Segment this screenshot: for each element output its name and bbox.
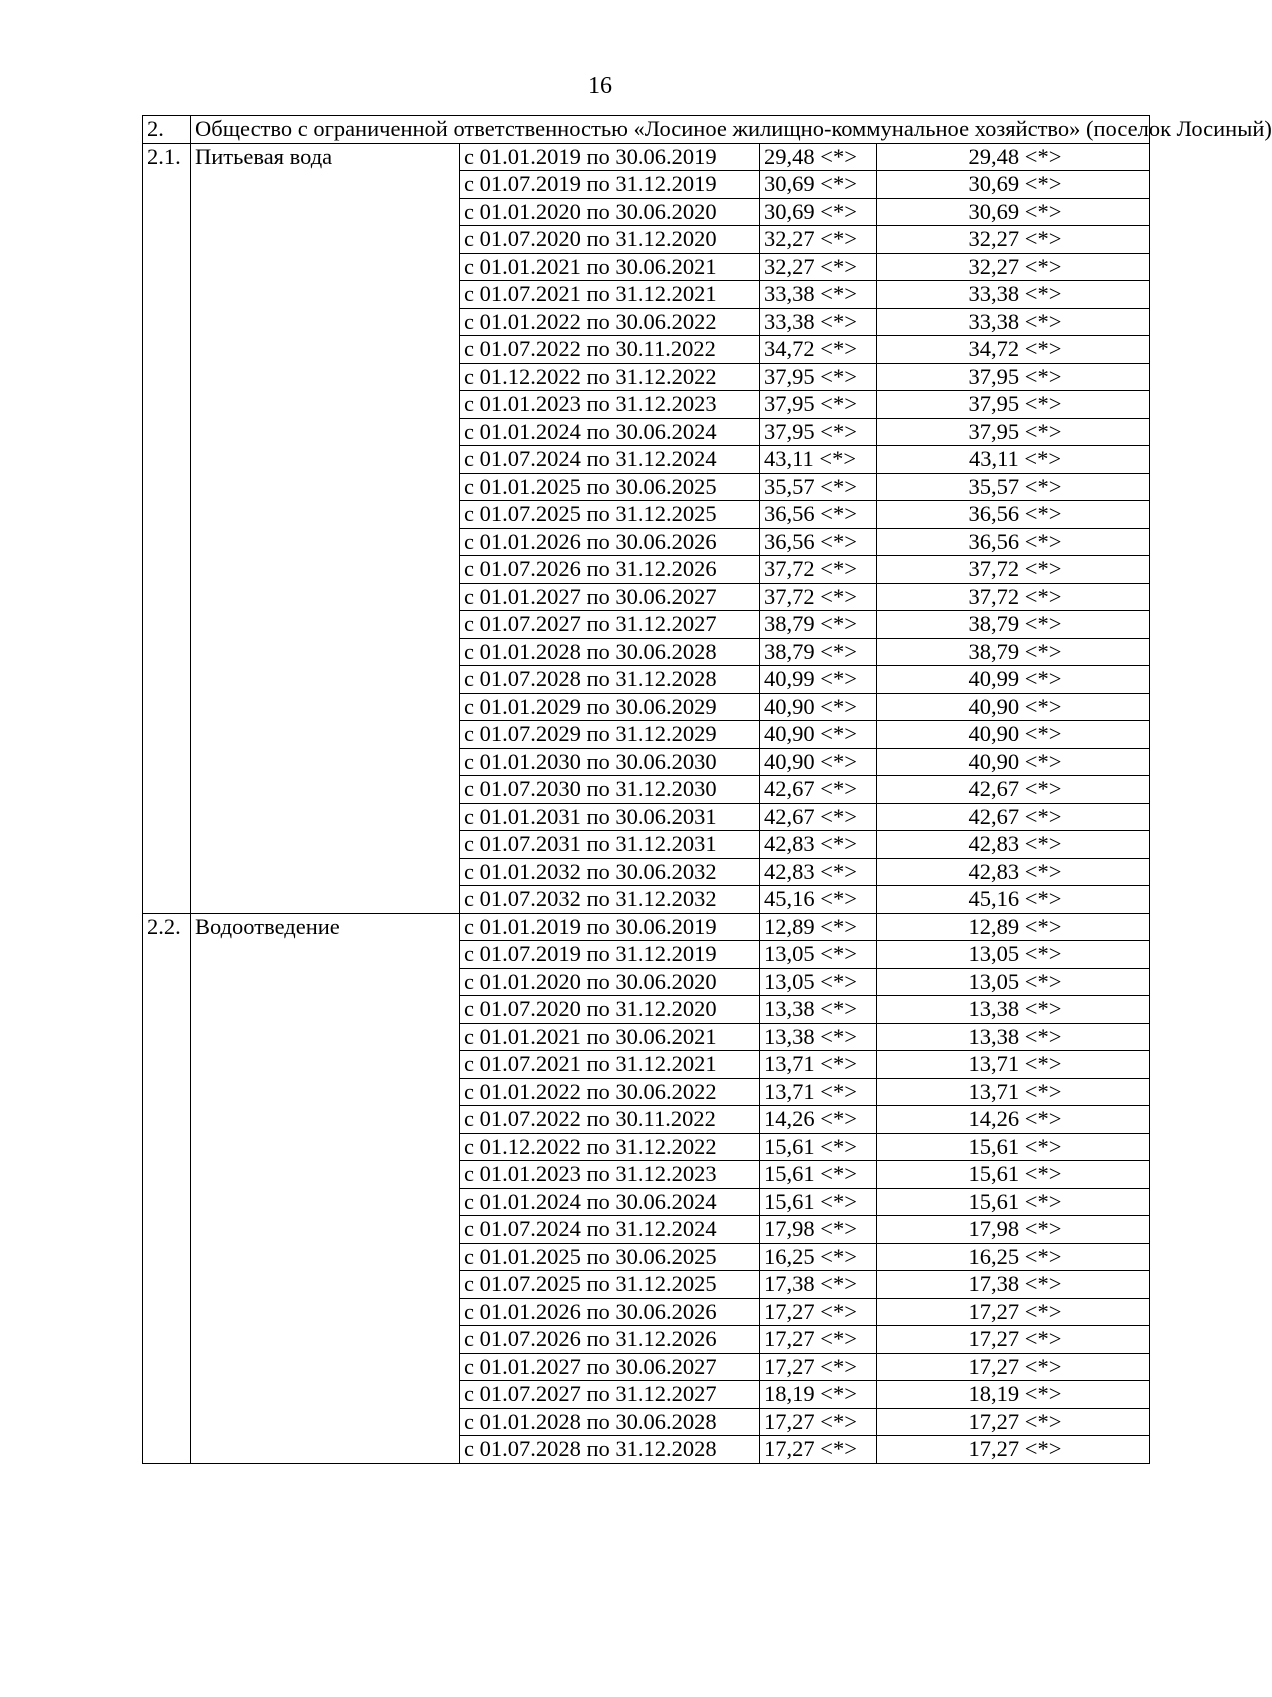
period-cell: с 01.07.2022 по 30.11.2022 [460, 336, 760, 364]
period-cell: с 01.01.2024 по 30.06.2024 [460, 418, 760, 446]
period-cell: с 01.07.2021 по 31.12.2021 [460, 281, 760, 309]
tariff-value-population-cell: 35,57 <*> [877, 473, 1150, 501]
tariff-value-cell: 17,27 <*> [760, 1408, 877, 1436]
period-cell: с 01.01.2030 по 30.06.2030 [460, 748, 760, 776]
tariff-value-cell: 17,27 <*> [760, 1326, 877, 1354]
period-cell: с 01.07.2030 по 31.12.2030 [460, 776, 760, 804]
organization-row [143, 116, 1150, 144]
period-cell: с 01.07.2028 по 31.12.2028 [460, 666, 760, 694]
period-cell: с 01.01.2021 по 30.06.2021 [460, 253, 760, 281]
tariff-value-population-cell: 42,83 <*> [877, 858, 1150, 886]
tariff-value-population-cell: 40,90 <*> [877, 721, 1150, 749]
tariff-value-cell: 42,83 <*> [760, 858, 877, 886]
period-cell: с 01.01.2025 по 30.06.2025 [460, 1243, 760, 1271]
tariff-table-body [143, 116, 1272, 1464]
period-cell: с 01.01.2019 по 30.06.2019 [460, 143, 760, 171]
tariff-value-cell: 12,89 <*> [760, 913, 877, 941]
period-cell: с 01.07.2027 по 31.12.2027 [460, 1381, 760, 1409]
period-cell: с 01.01.2020 по 30.06.2020 [460, 198, 760, 226]
tariff-value-population-cell: 29,48 <*> [877, 143, 1150, 171]
tariff-value-population-cell: 13,71 <*> [877, 1051, 1150, 1079]
period-cell: с 01.07.2025 по 31.12.2025 [460, 501, 760, 529]
period-cell: с 01.07.2032 по 31.12.2032 [460, 886, 760, 914]
tariff-value-cell: 17,38 <*> [760, 1271, 877, 1299]
period-cell: с 01.07.2022 по 30.11.2022 [460, 1106, 760, 1134]
period-cell: с 01.07.2026 по 31.12.2026 [460, 556, 760, 584]
tariff-value-population-cell: 34,72 <*> [877, 336, 1150, 364]
period-cell: с 01.01.2025 по 30.06.2025 [460, 473, 760, 501]
tariff-value-population-cell: 38,79 <*> [877, 638, 1150, 666]
tariff-value-cell: 30,69 <*> [760, 198, 877, 226]
tariff-value-population-cell: 45,16 <*> [877, 886, 1150, 914]
tariff-value-population-cell: 32,27 <*> [877, 226, 1150, 254]
tariff-value-population-cell: 38,79 <*> [877, 611, 1150, 639]
tariff-value-cell: 14,26 <*> [760, 1106, 877, 1134]
tariff-value-cell: 34,72 <*> [760, 336, 877, 364]
tariff-value-cell: 17,27 <*> [760, 1353, 877, 1381]
tariff-value-cell: 42,67 <*> [760, 803, 877, 831]
tariff-value-cell: 33,38 <*> [760, 281, 877, 309]
tariff-value-cell: 13,71 <*> [760, 1051, 877, 1079]
tariff-value-population-cell: 37,95 <*> [877, 363, 1150, 391]
tariff-value-population-cell: 40,90 <*> [877, 693, 1150, 721]
tariff-value-population-cell: 14,26 <*> [877, 1106, 1150, 1134]
tariff-value-population-cell: 13,71 <*> [877, 1078, 1150, 1106]
period-cell: с 01.07.2025 по 31.12.2025 [460, 1271, 760, 1299]
tariff-value-population-cell: 36,56 <*> [877, 528, 1150, 556]
tariff-value-cell: 37,95 <*> [760, 418, 877, 446]
tariff-value-cell: 36,56 <*> [760, 528, 877, 556]
period-cell: с 01.01.2019 по 30.06.2019 [460, 913, 760, 941]
period-cell: с 01.07.2028 по 31.12.2028 [460, 1436, 760, 1464]
tariff-value-cell: 29,48 <*> [760, 143, 877, 171]
tariff-value-cell: 17,27 <*> [760, 1436, 877, 1464]
tariff-value-cell: 17,27 <*> [760, 1298, 877, 1326]
tariff-value-population-cell: 43,11 <*> [877, 446, 1150, 474]
period-cell: с 01.12.2022 по 31.12.2022 [460, 363, 760, 391]
tariff-value-cell: 35,57 <*> [760, 473, 877, 501]
period-cell: с 01.01.2029 по 30.06.2029 [460, 693, 760, 721]
organization-name: Общество с ограниченной ответственностью «Лосиное жилищно-коммунальное хозяйство» (поселок Лосиный) [191, 116, 1150, 144]
table-row [143, 143, 1150, 171]
tariff-value-cell: 32,27 <*> [760, 253, 877, 281]
tariff-value-population-cell: 42,67 <*> [877, 776, 1150, 804]
period-cell: с 01.01.2023 по 31.12.2023 [460, 1161, 760, 1189]
organization-number: 2. [143, 116, 191, 144]
tariff-value-cell: 38,79 <*> [760, 611, 877, 639]
tariff-value-cell: 17,98 <*> [760, 1216, 877, 1244]
tariff-value-population-cell: 17,27 <*> [877, 1298, 1150, 1326]
tariff-value-population-cell: 37,95 <*> [877, 391, 1150, 419]
tariff-value-cell: 40,99 <*> [760, 666, 877, 694]
tariff-value-cell: 37,95 <*> [760, 363, 877, 391]
tariff-value-population-cell: 13,38 <*> [877, 996, 1150, 1024]
tariff-value-population-cell: 13,05 <*> [877, 941, 1150, 969]
tariff-value-population-cell: 17,27 <*> [877, 1436, 1150, 1464]
period-cell: с 01.01.2026 по 30.06.2026 [460, 1298, 760, 1326]
tariff-value-cell: 13,38 <*> [760, 1023, 877, 1051]
tariff-value-cell: 15,61 <*> [760, 1133, 877, 1161]
page-number: 16 [588, 73, 612, 99]
service-name: Водоотведение [191, 913, 460, 1463]
tariff-value-cell: 45,16 <*> [760, 886, 877, 914]
tariff-value-cell: 37,95 <*> [760, 391, 877, 419]
tariff-value-population-cell: 42,67 <*> [877, 803, 1150, 831]
period-cell: с 01.01.2028 по 30.06.2028 [460, 638, 760, 666]
tariff-value-population-cell: 17,38 <*> [877, 1271, 1150, 1299]
tariff-value-population-cell: 32,27 <*> [877, 253, 1150, 281]
period-cell: с 01.01.2020 по 30.06.2020 [460, 968, 760, 996]
period-cell: с 01.01.2032 по 30.06.2032 [460, 858, 760, 886]
tariff-value-cell: 33,38 <*> [760, 308, 877, 336]
tariff-value-cell: 37,72 <*> [760, 583, 877, 611]
period-cell: с 01.01.2024 по 30.06.2024 [460, 1188, 760, 1216]
tariff-value-population-cell: 12,89 <*> [877, 913, 1150, 941]
period-cell: с 01.07.2024 по 31.12.2024 [460, 446, 760, 474]
period-cell: с 01.07.2031 по 31.12.2031 [460, 831, 760, 859]
tariff-value-population-cell: 15,61 <*> [877, 1161, 1150, 1189]
tariff-value-cell: 15,61 <*> [760, 1188, 877, 1216]
tariff-value-population-cell: 40,99 <*> [877, 666, 1150, 694]
tariff-value-population-cell: 33,38 <*> [877, 308, 1150, 336]
tariff-value-population-cell: 36,56 <*> [877, 501, 1150, 529]
tariff-value-population-cell: 42,83 <*> [877, 831, 1150, 859]
period-cell: с 01.01.2028 по 30.06.2028 [460, 1408, 760, 1436]
tariff-value-cell: 42,83 <*> [760, 831, 877, 859]
tariff-value-population-cell: 16,25 <*> [877, 1243, 1150, 1271]
period-cell: с 01.12.2022 по 31.12.2022 [460, 1133, 760, 1161]
section-number: 2.2. [143, 913, 191, 1463]
tariff-value-cell: 40,90 <*> [760, 693, 877, 721]
section-number: 2.1. [143, 143, 191, 913]
period-cell: с 01.01.2026 по 30.06.2026 [460, 528, 760, 556]
tariff-value-cell: 32,27 <*> [760, 226, 877, 254]
period-cell: с 01.07.2029 по 31.12.2029 [460, 721, 760, 749]
period-cell: с 01.01.2027 по 30.06.2027 [460, 583, 760, 611]
period-cell: с 01.01.2027 по 30.06.2027 [460, 1353, 760, 1381]
tariff-value-cell: 38,79 <*> [760, 638, 877, 666]
period-cell: с 01.01.2022 по 30.06.2022 [460, 1078, 760, 1106]
tariff-value-cell: 13,05 <*> [760, 941, 877, 969]
period-cell: с 01.01.2021 по 30.06.2021 [460, 1023, 760, 1051]
tariff-value-cell: 16,25 <*> [760, 1243, 877, 1271]
tariff-value-population-cell: 15,61 <*> [877, 1133, 1150, 1161]
period-cell: с 01.07.2021 по 31.12.2021 [460, 1051, 760, 1079]
tariff-value-cell: 18,19 <*> [760, 1381, 877, 1409]
service-name: Питьевая вода [191, 143, 460, 913]
tariff-value-cell: 13,05 <*> [760, 968, 877, 996]
tariff-value-cell: 40,90 <*> [760, 748, 877, 776]
tariff-value-cell: 42,67 <*> [760, 776, 877, 804]
tariff-value-population-cell: 17,27 <*> [877, 1353, 1150, 1381]
period-cell: с 01.07.2024 по 31.12.2024 [460, 1216, 760, 1244]
tariff-value-population-cell: 37,95 <*> [877, 418, 1150, 446]
tariff-value-cell: 30,69 <*> [760, 171, 877, 199]
tariff-value-population-cell: 18,19 <*> [877, 1381, 1150, 1409]
period-cell: с 01.07.2019 по 31.12.2019 [460, 941, 760, 969]
tariff-value-population-cell: 40,90 <*> [877, 748, 1150, 776]
tariff-value-population-cell: 13,05 <*> [877, 968, 1150, 996]
tariff-value-cell: 43,11 <*> [760, 446, 877, 474]
tariff-value-cell: 13,38 <*> [760, 996, 877, 1024]
tariff-value-cell: 36,56 <*> [760, 501, 877, 529]
period-cell: с 01.07.2020 по 31.12.2020 [460, 226, 760, 254]
tariff-value-population-cell: 37,72 <*> [877, 583, 1150, 611]
period-cell: с 01.01.2031 по 30.06.2031 [460, 803, 760, 831]
tariff-value-population-cell: 17,27 <*> [877, 1326, 1150, 1354]
period-cell: с 01.07.2019 по 31.12.2019 [460, 171, 760, 199]
tariff-value-population-cell: 15,61 <*> [877, 1188, 1150, 1216]
tariff-value-cell: 40,90 <*> [760, 721, 877, 749]
period-cell: с 01.07.2026 по 31.12.2026 [460, 1326, 760, 1354]
tariff-value-population-cell: 17,27 <*> [877, 1408, 1150, 1436]
period-cell: с 01.01.2022 по 30.06.2022 [460, 308, 760, 336]
tariff-value-population-cell: 33,38 <*> [877, 281, 1150, 309]
period-cell: с 01.07.2020 по 31.12.2020 [460, 996, 760, 1024]
tariff-value-cell: 37,72 <*> [760, 556, 877, 584]
period-cell: с 01.07.2027 по 31.12.2027 [460, 611, 760, 639]
tariff-table [142, 115, 1272, 1464]
tariff-value-population-cell: 30,69 <*> [877, 198, 1150, 226]
tariff-value-population-cell: 17,98 <*> [877, 1216, 1150, 1244]
period-cell: с 01.01.2023 по 31.12.2023 [460, 391, 760, 419]
table-row [143, 913, 1150, 941]
tariff-value-cell: 13,71 <*> [760, 1078, 877, 1106]
tariff-value-population-cell: 30,69 <*> [877, 171, 1150, 199]
tariff-value-population-cell: 13,38 <*> [877, 1023, 1150, 1051]
tariff-value-cell: 15,61 <*> [760, 1161, 877, 1189]
tariff-value-population-cell: 37,72 <*> [877, 556, 1150, 584]
